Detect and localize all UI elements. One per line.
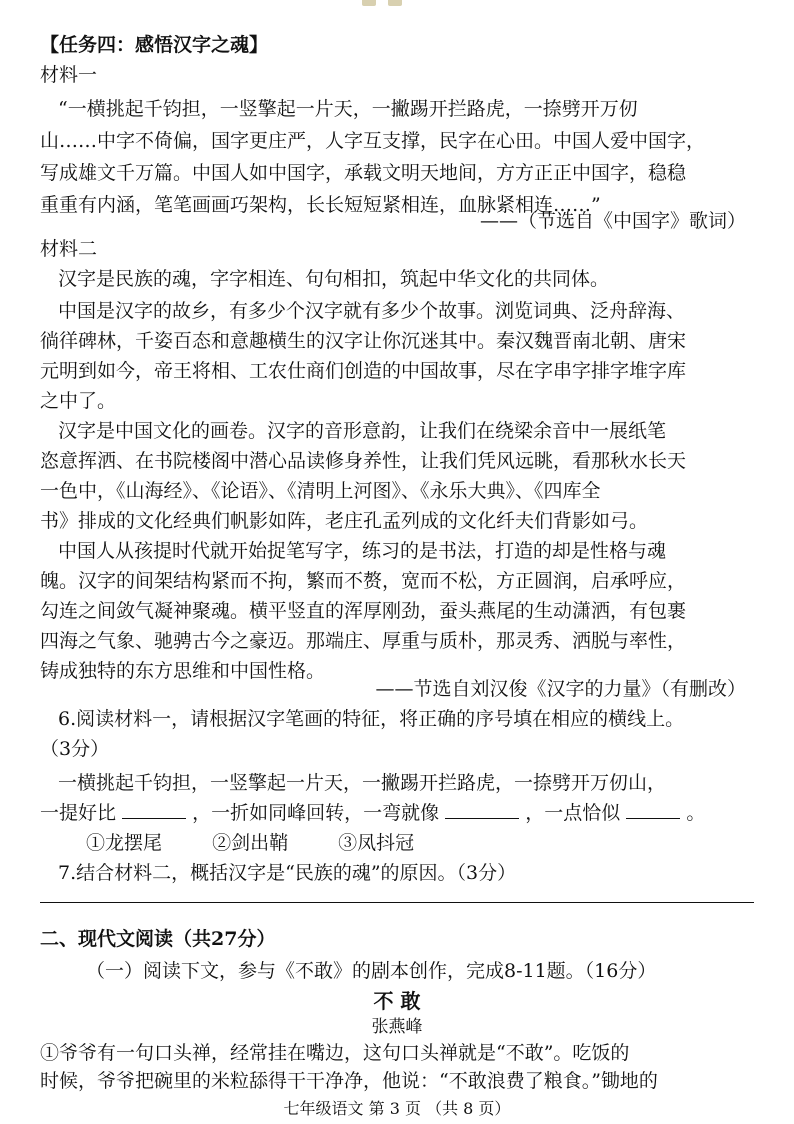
article-para1-line: 时候，爷爷把碗里的米粒舔得干干净净，他说：“不敢浪费了粮食。”锄地的 xyxy=(40,1070,658,1092)
material1-line: “一横挑起千钧担，一竖擎起一片天，一撇踢开拦路虎，一捺劈开万仞 xyxy=(58,98,638,120)
material2-p3-line: 书》排成的文化经典们帆影如阵，老庄孔孟列成的文化纤夫们背影如弓。 xyxy=(40,510,649,532)
question-6-options xyxy=(86,830,794,856)
question-6-line2 xyxy=(40,800,754,826)
article-para1-line: ①爷爷有一句口头禅，经常挂在嘴边，这句口头禅就是“不敢”。吃饭的 xyxy=(40,1042,630,1064)
q6-text-d: 。 xyxy=(686,802,706,824)
section-title: 【任务四：感悟汉字之魂】 xyxy=(40,34,269,56)
article-title: 不 敢 xyxy=(373,989,421,1013)
q6-option: ③凤抖冠 xyxy=(338,832,415,854)
question-6-line1: 一横挑起千钧担，一竖擎起一片天，一撇踢开拦路虎，一捺劈开万仞山， xyxy=(58,772,667,794)
top-edge-fragments xyxy=(0,0,794,30)
material2-p4-line: 铸成独特的东方思维和中国性格。 xyxy=(40,660,326,682)
material2-p4-line: 四海之气象、驰骋古今之豪迈。那端庄、厚重与质朴，那灵秀、洒脱与率性， xyxy=(40,630,687,652)
answer-line xyxy=(40,902,754,903)
material1-line: 写成雄文千万篇。中国人如中国字，承载文明天地间，方方正正中国字，稳稳 xyxy=(40,162,687,184)
material2-p2-line: 之中了。 xyxy=(40,390,117,412)
question-7-stem: 7.结合材料二，概括汉字是“民族的魂”的原因。（3分） xyxy=(58,862,517,884)
part2-heading: 二、现代文阅读（共27分） xyxy=(40,928,276,950)
material2-p2-line: 徜徉碑林，千姿百态和意趣横生的汉字让你沉迷其中。秦汉魏晋南北朝、唐宋 xyxy=(40,330,687,352)
q6-text-b: ，一折如同峰回转，一弯就像 xyxy=(192,802,440,824)
q6-option: ①龙摆尾 xyxy=(86,832,163,854)
material1-label: 材料一 xyxy=(40,64,98,86)
question-6-score: （3分） xyxy=(40,738,110,760)
material1-line: 山……中字不倚偏，国字更庄严，人字互支撑，民字在心田。中国人爱中国字， xyxy=(40,130,706,152)
q6-blank-1[interactable] xyxy=(122,800,186,819)
material2-p2-line: 中国是汉字的故乡，有多少个汉字就有多少个故事。浏览词典、泛舟辞海、 xyxy=(58,300,686,322)
material2-p3-line: 汉字是中国文化的画卷。汉字的音形意韵，让我们在绕梁余音中一展纸笔 xyxy=(58,420,667,442)
q6-option: ②剑出鞘 xyxy=(212,832,289,854)
material2-p3-line: 一色中，《山海经》、《论语》、《清明上河图》、《永乐大典》、《四库全 xyxy=(40,480,601,502)
material1-line: 重重有内涵，笔笔画画巧架构，长长短短紧相连，血脉紧相连……” xyxy=(40,194,601,216)
article-author: 张燕峰 xyxy=(371,1017,423,1037)
material2-p3-line: 恣意挥洒、在书院楼阁中潜心品读修身养性，让我们凭风远眺，看那秋水长天 xyxy=(40,450,687,472)
material2-p1: 汉字是民族的魂，字字相连、句句相扣，筑起中华文化的共同体。 xyxy=(58,268,610,290)
q6-text-a: 一提好比 xyxy=(40,802,117,824)
material2-p4-line: 魄。汉字的间架结构紧而不拘，繁而不赘，宽而不松，方正圆润，启承呼应， xyxy=(40,570,687,592)
scan-fragment xyxy=(362,0,376,6)
material2-p2-line: 元明到如今，帝王将相、工农仕商们创造的中国故事，尽在字串字排字堆字库 xyxy=(40,360,687,382)
material2-source: ——节选自刘汉俊《汉字的力量》（有删改） xyxy=(375,678,746,700)
q6-blank-2[interactable] xyxy=(445,800,519,819)
question-6-stem: 6.阅读材料一，请根据汉字笔画的特征，将正确的序号填在相应的横线上。 xyxy=(58,708,685,730)
material2-label: 材料二 xyxy=(40,238,98,260)
part2-subheading: （一）阅读下文，参与《不敢》的剧本创作，完成8-11题。（16分） xyxy=(86,960,657,982)
material1-source: ——（节选自《中国字》歌词） xyxy=(479,210,746,232)
material2-p4-line: 勾连之间敛气凝神聚魂。横平竖直的浑厚刚劲，蚕头燕尾的生动潇洒，有包裹 xyxy=(40,600,687,622)
q6-blank-3[interactable] xyxy=(626,800,680,819)
material2-p4-line: 中国人从孩提时代就开始捉笔写字，练习的是书法，打造的却是性格与魂 xyxy=(58,540,667,562)
page-footer: 七年级语文 第 3 页 （共 8 页） xyxy=(283,1099,511,1118)
q6-text-c: ，一点恰似 xyxy=(525,802,621,824)
scan-fragment xyxy=(388,0,402,6)
